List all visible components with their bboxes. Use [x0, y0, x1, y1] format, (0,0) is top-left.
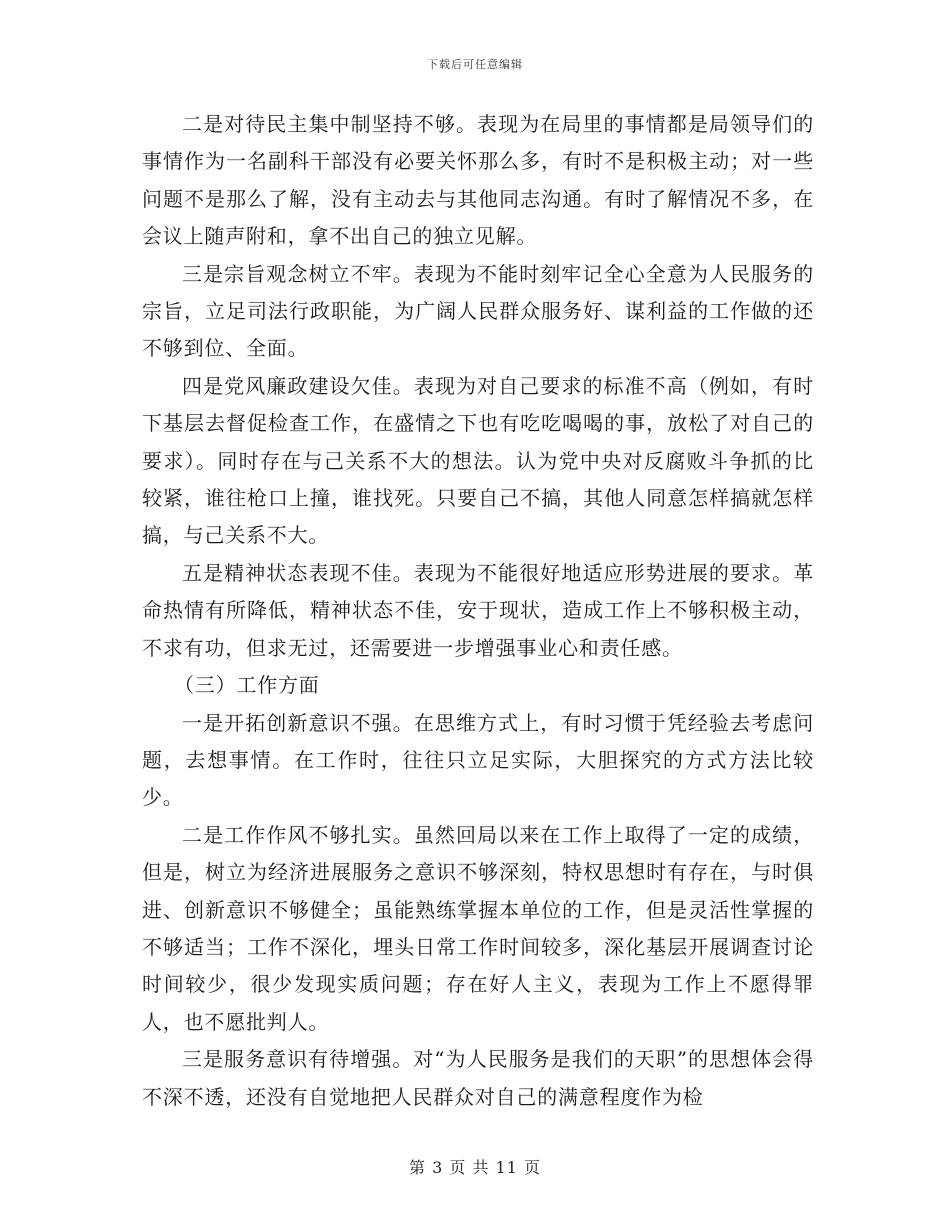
paragraph: 二是工作作风不够扎实。虽然回局以来在工作上取得了一定的成绩，但是，树立为经济进展服务之意识不够深刻，特权思想时有存在，与时俱进、创新意识不够健全；虽能熟练掌握本单位的工作，但是灵活性掌握的不够适当；工作不深化，埋头日常工作时间较多，深化基层开展调查讨论时间较少，很少发现实质问题；存在好人主义，表现为工作上不愿得罪人，也不愿批判人。	[142, 822, 814, 1034]
document-body	[142, 106, 814, 1116]
section-heading: （三）工作方面	[174, 673, 320, 698]
page-header: 下载后可任意编辑	[427, 58, 523, 71]
paragraph: 五是精神状态表现不佳。表现为不能很好地适应形势进展的要求。革命热情有所降低，精神状态不佳，安于现状，造成工作上不够积极主动，不求有功，但求无过，还需要进一步增强事业心和责任感。	[142, 560, 814, 660]
paragraph: 二是对待民主集中制坚持不够。表现为在局里的事情都是局领导们的事情作为一名副科干部没有必要关怀那么多，有时不是积极主动；对一些问题不是那么了解，没有主动去与其他同志沟通。有时了解情况不多，在会议上随声附和，拿不出自己的独立见解。	[142, 112, 814, 249]
paragraph: 三是服务意识有待增强。对“为人民服务是我们的天职”的思想体会得不深不透，还没有自觉地把人民群众对自己的满意程度作为检	[142, 1047, 814, 1109]
paragraph: 四是党风廉政建设欠佳。表现为对自己要求的标准不高（例如，有时下基层去督促检查工作，在盛情之下也有吃吃喝喝的事，放松了对自己的要求）。同时存在与己关系不大的想法。认为党中央对反腐败斗争抓的比较紧，谁往枪口上撞，谁找死。只要自己不搞，其他人同意怎样搞就怎样搞，与己关系不大。	[142, 373, 814, 548]
paragraph: 三是宗旨观念树立不牢。表现为不能时刻牢记全心全意为人民服务的宗旨，立足司法行政职能，为广阔人民群众服务好、谋利益的工作做的还不够到位、全面。	[142, 261, 814, 361]
page-number-footer: 第 3 页 共 11 页	[409, 1158, 541, 1177]
paragraph: 一是开拓创新意识不强。在思维方式上，有时习惯于凭经验去考虑问题，去想事情。在工作时，往往只立足实际，大胆探究的方式方法比较少。	[142, 710, 814, 810]
